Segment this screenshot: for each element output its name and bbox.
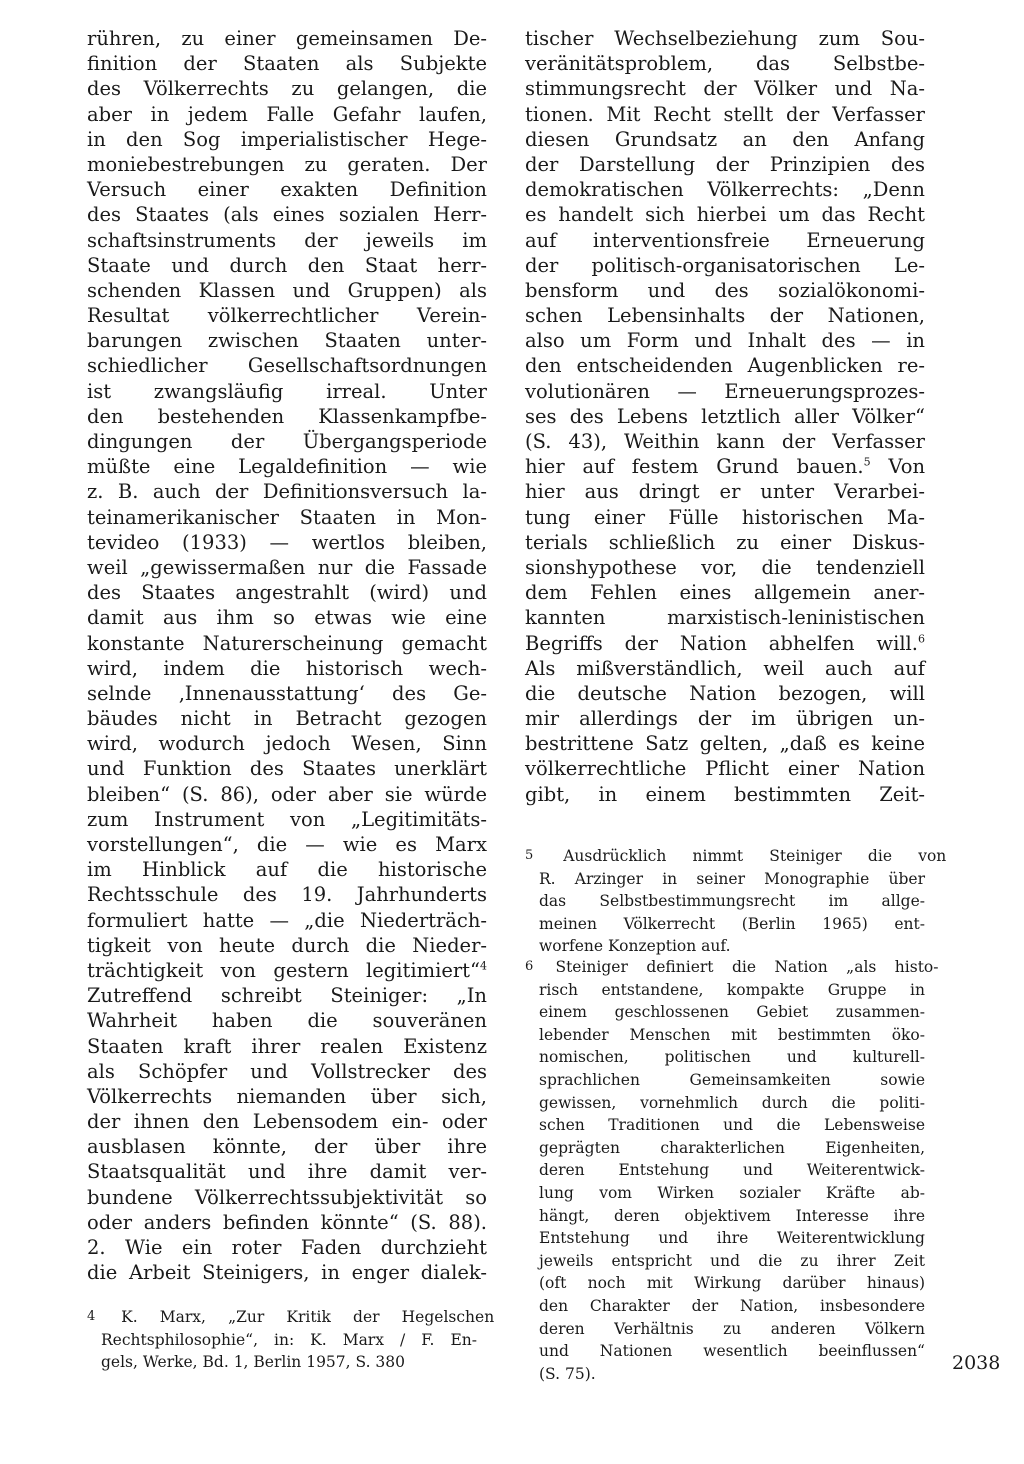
right-body-line-text: ses des Lebens letztlich aller Völker“: [525, 404, 925, 428]
left-body-line-text: selnde ‚Innenausstattung‘ des Ge-: [87, 681, 487, 705]
right-body-line-text: sionshypothese vor, die tendenziell: [525, 555, 925, 579]
left-body-line: [87, 177, 487, 202]
right-body-line: [525, 152, 925, 177]
footnote-line: [525, 1250, 925, 1273]
footnote-line: [525, 913, 925, 936]
right-body-line-text: dem Fehlen eines allgemein aner-: [525, 581, 925, 605]
left-body-line-text: dingungen der Übergangsperiode: [87, 430, 487, 453]
left-body-line: [87, 1210, 487, 1235]
right-body-line-text: diesen Grundsatz an den Anfang: [525, 127, 925, 151]
footnote-text: lebender Menschen mit bestimmten öko-: [539, 1025, 925, 1044]
footnote-line: [525, 1295, 925, 1318]
right-body-line-tail: Von: [870, 455, 926, 479]
right-body-line: [525, 228, 925, 253]
left-body-line: [87, 1109, 487, 1134]
footnote-text: (S. 75).: [539, 1364, 596, 1383]
footnote-line: [525, 1159, 925, 1182]
left-body-line: [87, 1235, 487, 1260]
left-body-line: [87, 706, 487, 731]
left-body-line-text: z. B. auch der Definitionsversuch la-: [87, 480, 487, 504]
left-body-line: [87, 328, 487, 353]
left-body-line: [87, 605, 487, 630]
right-body-line-text: (S. 43), Weithin kann der Verfasser: [525, 430, 925, 453]
right-body-line: [525, 303, 925, 328]
left-body-line: [87, 404, 487, 429]
footnote-text: einem geschlossenen Gebiet zusammen-: [539, 1003, 925, 1022]
left-body-line-text: Völkerrechts niemanden über sich,: [87, 1084, 487, 1108]
right-body-line: [525, 454, 925, 479]
right-body-line: [525, 530, 925, 555]
footnote-4: [87, 1306, 495, 1374]
left-body-line-text: schaftsinstruments der jeweils im: [87, 228, 487, 252]
left-body-line-text: der ihnen den Lebensodem ein- oder: [87, 1110, 487, 1134]
left-body-line-text: des Staates (als eines sozialen Herr-: [87, 203, 487, 227]
right-body-line-text: Begriffs der Nation abhelfen will.: [525, 631, 918, 655]
right-body-line: [525, 353, 925, 378]
left-body-line: [87, 505, 487, 530]
right-body-line: [525, 102, 925, 127]
footnote-6: [525, 956, 939, 1385]
footnote-text: deren Verhältnis zu anderen Völkern: [539, 1319, 925, 1338]
right-body-line: [525, 26, 925, 51]
left-body-line-text: finition der Staaten als Subjekte: [87, 52, 487, 76]
left-body-line-text: des Völkerrechts zu gelangen, die: [87, 77, 487, 101]
left-body-line: [87, 1034, 487, 1059]
left-body-line-text: Staaten kraft ihrer realen Existenz: [87, 1034, 487, 1058]
footnote-text: meinen Völkerrecht (Berlin 1965) ent-: [539, 914, 925, 933]
right-body-line: [525, 731, 925, 756]
footnote-line: [525, 868, 925, 891]
left-body-line-text: vorstellungen“, die — wie es Marx: [87, 833, 487, 856]
footnote-text: schen Traditionen und die Lebensweise: [539, 1116, 925, 1135]
left-body-line-text: bleiben“ (S. 86), oder aber sie würde: [87, 782, 487, 806]
left-body-line: [87, 253, 487, 278]
footnote-text: gels, Werke, Bd. 1, Berlin 1957, S. 380: [101, 1353, 406, 1372]
left-body-line-text: formuliert hatte — „die Niederträch-: [87, 908, 487, 932]
left-body-line: [87, 379, 487, 404]
footnote-ref-5: 5: [863, 455, 871, 469]
left-body-line-text: im Hinblick auf die historische: [87, 858, 487, 882]
left-body-line-text: wird, wodurch jedoch Wesen, Sinn: [87, 732, 487, 756]
left-body-line: [87, 1260, 487, 1285]
footnote-text: jeweils entspricht und die zu ihrer Zeit: [539, 1251, 925, 1270]
left-body-line-text: Versuch einer exakten Definition: [87, 178, 487, 202]
right-body-line: [525, 429, 925, 454]
left-body-line-text: bäudes nicht in Betracht gezogen: [87, 707, 487, 731]
right-body-text: [525, 26, 925, 807]
footnote-text: R. Arzinger in seiner Monographie über: [539, 869, 925, 888]
right-body-line: [525, 505, 925, 530]
footnote-line: [87, 1306, 495, 1329]
left-body-line-text: in den Sog imperialistischer Hege-: [87, 127, 487, 151]
left-body-line: [87, 429, 487, 454]
footnote-text: K. Marx, „Zur Kritik der Hegelschen: [121, 1308, 495, 1326]
left-body-line: [87, 278, 487, 303]
left-body-line-text: 2. Wie ein roter Faden durchzieht: [87, 1236, 487, 1259]
left-body-line-text: Wahrheit haben die souveränen: [87, 1009, 487, 1033]
footnote-line: [525, 956, 939, 979]
right-body-line-text: also um Form und Inhalt des — in: [525, 329, 925, 353]
right-body-line-text: veränitätsproblem, das Selbstbe-: [525, 52, 925, 76]
left-body-line: [87, 26, 487, 51]
left-body-line: [87, 958, 487, 983]
footnote-text: den Charakter der Nation, insbesondere: [539, 1296, 925, 1315]
footnote-line: [525, 1114, 925, 1137]
footnote-mark: 6: [525, 959, 534, 974]
left-body-line: [87, 228, 487, 253]
footnote-line: [525, 1001, 925, 1024]
left-body-line-text: trächtigkeit von gestern legitimiert“: [87, 958, 480, 982]
left-body-line-text: wird, indem die historisch wech-: [87, 656, 487, 680]
left-body-line-text: weil „gewissermaßen nur die Fassade: [87, 555, 487, 579]
footnote-text: deren Entstehung und Weiterentwick-: [539, 1161, 925, 1180]
footnote-line: [525, 1318, 925, 1341]
right-body-line-text: stimmungsrecht der Völker und Na-: [525, 77, 925, 101]
right-body-line: [525, 379, 925, 404]
right-body-line-text: es handelt sich hierbei um das Recht: [525, 203, 925, 227]
left-body-line: [87, 731, 487, 756]
right-body-line-text: der politisch-organisatorischen Le-: [525, 253, 925, 277]
left-body-line: [87, 1134, 487, 1159]
right-body-line-text: tischer Wechselbeziehung zum Sou-: [525, 27, 925, 50]
left-body-line-text: die Arbeit Steinigers, in enger dialek-: [87, 1261, 487, 1285]
right-body-line: [525, 202, 925, 227]
right-body-line: [525, 756, 925, 781]
left-body-line-text: ist zwangsläufig irreal. Unter: [87, 379, 487, 403]
footnote-text: lung vom Wirken sozialer Kräfte ab-: [539, 1183, 925, 1202]
left-body-line-text: tigkeit von heute durch die Nieder-: [87, 933, 487, 957]
footnote-line: [525, 979, 925, 1002]
footnote-text: gewissen, vornehmlich durch die politi-: [539, 1093, 925, 1112]
footnote-text: Rechtsphilosophie“, in: K. Marx / F. En-: [101, 1330, 477, 1349]
left-body-line: [87, 479, 487, 504]
footnote-text: Ausdrücklich nimmt Steiniger die von: [563, 847, 947, 865]
left-body-line: [87, 555, 487, 580]
right-body-line: [525, 278, 925, 303]
page-number: 2038: [952, 1352, 1001, 1374]
footnote-mark: 5: [525, 848, 534, 863]
left-body-line: [87, 1008, 487, 1033]
left-body-line: [87, 681, 487, 706]
right-body-line: [525, 605, 925, 630]
right-body-line-text: bestrittene Satz gelten, „daß es keine: [525, 732, 925, 756]
left-body-line-text: rühren, zu einer gemeinsamen De-: [87, 27, 487, 50]
footnote-line: [87, 1329, 477, 1352]
footnote-line: [87, 1351, 477, 1374]
left-body-line: [87, 933, 487, 958]
footnote-line: [525, 1024, 925, 1047]
footnote-line: [525, 890, 925, 913]
right-body-line: [525, 580, 925, 605]
right-body-line-text: Als mißverständlich, weil auch auf: [525, 656, 925, 680]
footnote-mark: 4: [87, 1309, 96, 1324]
footnote-line: [525, 1069, 925, 1092]
footnote-text: geprägten charakterlichen Eigenheiten,: [539, 1138, 925, 1157]
footnote-line: [525, 845, 947, 868]
left-body-line-text: schiedlicher Gesellschaftsordnungen: [87, 354, 487, 378]
left-body-line: [87, 127, 487, 152]
footnote-line: [525, 1092, 925, 1115]
footnote-line: [525, 935, 925, 958]
left-body-line-text: bundene Völkerrechtssubjektivität so: [87, 1185, 487, 1209]
left-body-line: [87, 983, 487, 1008]
right-body-line-text: tung einer Fülle historischen Ma-: [525, 505, 925, 529]
left-body-line: [87, 76, 487, 101]
left-text-column: [87, 26, 487, 1285]
left-body-line: [87, 51, 487, 76]
footnote-ref-6: 6: [918, 632, 925, 645]
left-body-line: [87, 807, 487, 832]
right-body-line: [525, 706, 925, 731]
left-body-line-text: damit aus ihm so etwas wie eine: [87, 606, 487, 630]
left-body-line-text: den bestehenden Klassenkampfbe-: [87, 404, 487, 428]
left-body-line-text: moniebestrebungen zu geraten. Der: [87, 152, 487, 176]
footnote-text: sprachlichen Gemeinsamkeiten sowie: [539, 1070, 925, 1089]
left-body-line-text: Rechtsschule des 19. Jahrhunderts: [87, 883, 487, 907]
left-body-line: [87, 102, 487, 127]
right-body-line-text: terials schließlich zu einer Diskus-: [525, 530, 925, 554]
left-body-line: [87, 202, 487, 227]
left-body-line-text: Staate und durch den Staat herr-: [87, 253, 487, 277]
right-body-line: [525, 631, 925, 656]
right-body-line-text: der Darstellung der Prinzipien des: [525, 152, 925, 176]
left-body-line: [87, 832, 487, 857]
left-body-line-text: teinamerikanischer Staaten in Mon-: [87, 505, 487, 529]
left-body-line: [87, 353, 487, 378]
footnote-line: [525, 1046, 925, 1069]
right-body-line-text: tionen. Mit Recht stellt der Verfasser: [525, 102, 925, 126]
right-body-line: [525, 51, 925, 76]
left-body-line-text: konstante Naturerscheinung gemacht: [87, 631, 487, 655]
left-body-line: [87, 303, 487, 328]
right-body-line: [525, 253, 925, 278]
right-body-line-text: demokratischen Völkerrechts: „Denn: [525, 178, 925, 202]
footnote-line: [525, 1272, 925, 1295]
right-body-line: [525, 681, 925, 706]
left-body-line-text: barungen zwischen Staaten unter-: [87, 329, 487, 353]
footnote-line: [525, 1182, 925, 1205]
left-body-line: [87, 1185, 487, 1210]
right-body-line-text: mir allerdings der im übrigen un-: [525, 707, 925, 731]
right-body-line-text: hier auf festem Grund bauen.: [525, 455, 864, 479]
left-body-line: [87, 1084, 487, 1109]
right-body-line: [525, 127, 925, 152]
right-body-line-text: bensform und des sozialökonomi-: [525, 278, 925, 302]
left-body-line-text: aber in jedem Falle Gefahr laufen,: [87, 102, 487, 126]
footnote-text: und Nationen wesentlich beeinflussen“: [539, 1342, 925, 1361]
footnote-ref-4: 4: [480, 959, 487, 973]
left-body-line: [87, 1059, 487, 1084]
right-body-line-text: gibt, in einem bestimmten Zeit-: [525, 782, 925, 806]
left-body-line: [87, 908, 487, 933]
footnote-text: nomischen, politischen und kulturell-: [539, 1048, 925, 1067]
right-body-line-text: völkerrechtliche Pflicht einer Nation: [525, 757, 925, 781]
footnote-line: [525, 1340, 925, 1363]
footnote-line: [525, 1137, 925, 1160]
left-body-line: [87, 656, 487, 681]
left-body-line: [87, 1159, 487, 1184]
right-body-line-text: schen Lebensinhalts der Nationen,: [525, 304, 925, 328]
left-body-line-text: oder anders befinden könnte“ (S. 88).: [87, 1210, 487, 1234]
footnote-text: hängt, deren objektivem Interesse ihre: [539, 1206, 925, 1225]
right-body-line: [525, 656, 925, 681]
footnote-text: worfene Konzeption auf.: [539, 937, 731, 956]
right-body-line: [525, 328, 925, 353]
left-body-line-text: müßte eine Legaldefinition — wie: [87, 455, 487, 479]
left-body-line: [87, 631, 487, 656]
right-body-line-text: hier aus dringt er unter Verarbei-: [525, 480, 925, 504]
right-body-line: [525, 76, 925, 101]
footnote-5: [525, 845, 947, 958]
right-body-line-text: auf interventionsfreie Erneuerung: [525, 228, 925, 252]
footnote-text: (oft noch mit Wirkung darüber hinaus): [539, 1274, 925, 1293]
right-body-line-text: volutionären — Erneuerungsprozes-: [525, 379, 925, 403]
footnote-text: risch entstandene, kompakte Gruppe in: [539, 980, 925, 999]
footnote-text: das Selbstbestimmungsrecht im allge-: [539, 892, 925, 911]
left-body-line-text: Staatsqualität und ihre damit ver-: [87, 1160, 487, 1184]
left-body-line: [87, 756, 487, 781]
right-body-line: [525, 782, 925, 807]
right-body-line-text: die deutsche Nation bezogen, will: [525, 681, 925, 705]
left-body-line: [87, 782, 487, 807]
footnote-line: [525, 1363, 925, 1386]
right-body-line: [525, 177, 925, 202]
footnote-text: Entstehung und ihre Weiterentwicklung: [539, 1229, 925, 1248]
left-body-line: [87, 152, 487, 177]
right-body-line: [525, 555, 925, 580]
footnote-line: [525, 1205, 925, 1228]
right-body-line: [525, 479, 925, 504]
left-body-line: [87, 454, 487, 479]
left-body-line-text: des Staates angestrahlt (wird) und: [87, 581, 487, 605]
left-body-line-text: Resultat völkerrechtlicher Verein-: [87, 304, 487, 328]
footnote-line: [525, 1227, 925, 1250]
left-body-line-text: zum Instrument von „Legitimitäts-: [87, 807, 487, 831]
left-body-line-text: Zutreffend schreibt Steiniger: „In: [87, 984, 487, 1008]
left-body-line: [87, 882, 487, 907]
right-text-column: [525, 26, 925, 807]
left-body-line: [87, 530, 487, 555]
footnote-text: Steiniger definiert die Nation „als histo-: [555, 958, 939, 976]
left-body-line-text: als Schöpfer und Vollstrecker des: [87, 1059, 487, 1083]
left-body-line-text: tevideo (1933) — wertlos bleiben,: [87, 530, 487, 554]
left-body-line-text: und Funktion des Staates unerklärt: [87, 757, 487, 781]
left-body-line: [87, 580, 487, 605]
left-body-line-text: ausblasen könnte, der über ihre: [87, 1135, 487, 1159]
left-body-line: [87, 857, 487, 882]
left-body-text: [87, 26, 487, 1285]
right-body-line-text: kannten marxistisch-leninistischen: [525, 606, 925, 630]
left-body-line-text: schenden Klassen und Gruppen) als: [87, 278, 487, 302]
right-body-line: [525, 404, 925, 429]
right-body-line-text: den entscheidenden Augenblicken re-: [525, 354, 925, 378]
